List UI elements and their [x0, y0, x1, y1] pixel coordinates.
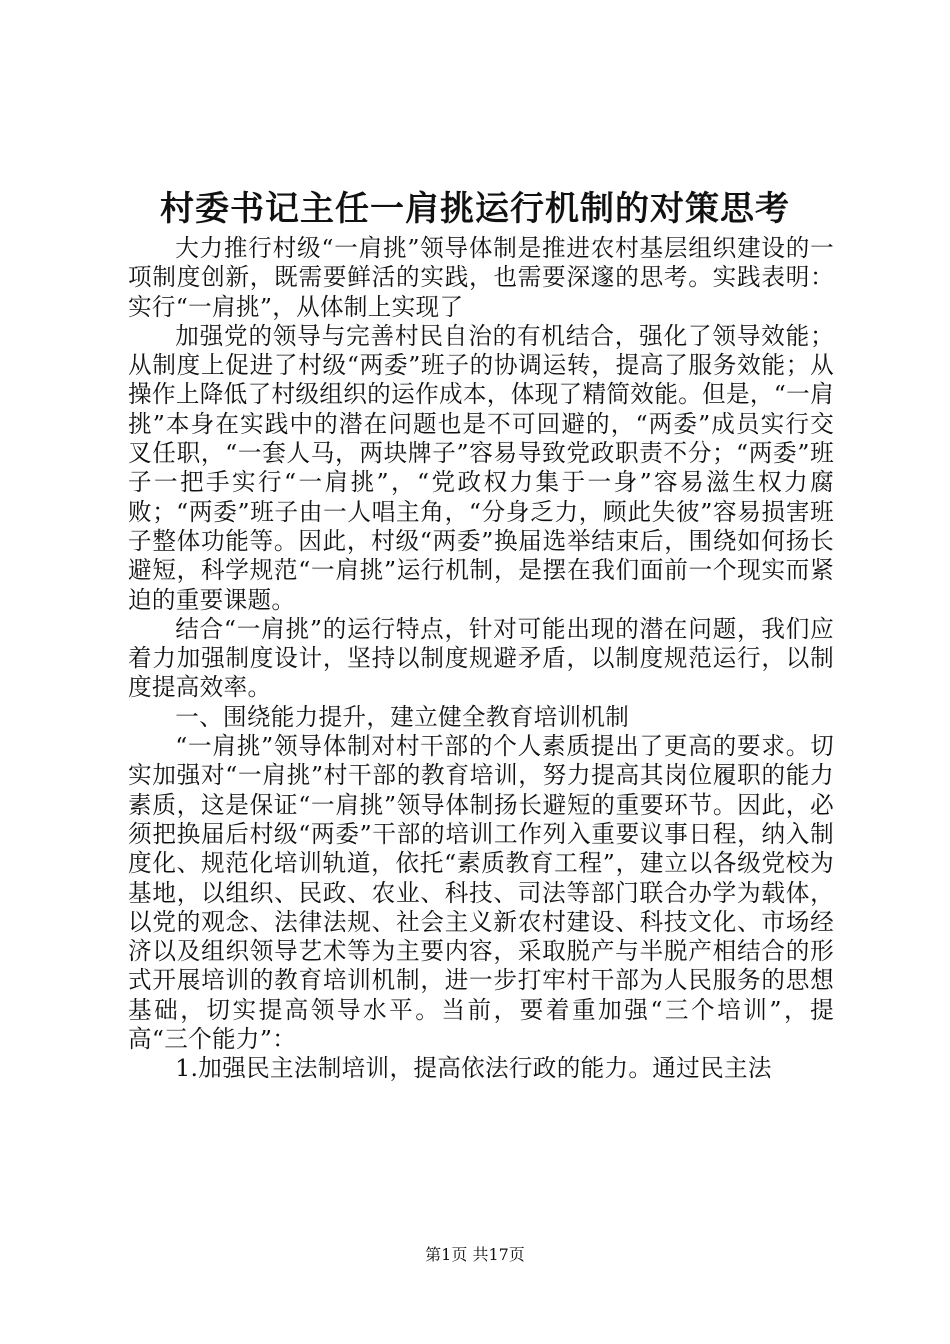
paragraph: 1.加强民主法制培训，提高依法行政的能力。通过民主法	[175, 1054, 772, 1083]
paragraph: 加强党的领导与完善村民自治的有机结合，强化了领导效能；从制度上促进了村级“两委”班子的协调运转，提高了服务效能；从操作上降低了村级组织的运作成本，体现了精简效能。但是，“一肩挑”本身在实践中的潜在问题也是不可回避的，“两委”成员实行交叉任职，“一套人马，两块牌子”容易导致党政职责不分；“两委”班子一把手实行“一肩挑”，“党政权力集于一身”容易滋生权力腐败；“两委”班子由一人唱主角，“分身乏力，顾此失彼”容易损害班子整体功能等。因此，村级“两委”换届选举结束后，围绕如何扬长避短，科学规范“一肩挑”运行机制，是摆在我们面前一个现实而紧迫的重要课题。	[128, 321, 834, 614]
paragraph: “一肩挑”领导体制对村干部的个人素质提出了更高的要求。切实加强对“一肩挑”村干部的教育培训，努力提高其岗位履职的能力素质，这是保证“一肩挑”领导体制扬长避短的重要环节。因此，必须把换届后村级“两委”干部的培训工作列入重要议事日程，纳入制度化、规范化培训轨道，依托“素质教育工程”，建立以各级党校为基地，以组织、民政、农业、科技、司法等部门联合办学为载体，以党的观念、法律法规、社会主义新农村建设、科技文化、市场经济以及组织领导艺术等为主要内容，采取脱产与半脱产相结合的形式开展培训的教育培训机制，进一步打牢村干部为人民服务的思想基础，切实提高领导水平。当前，要着重加强“三个培训”，提高“三个能力”：	[128, 732, 834, 1054]
paragraph: 结合“一肩挑”的运行特点，针对可能出现的潜在问题，我们应着力加强制度设计，坚持以制度规避矛盾，以制度规范运行，以制度提高效率。	[128, 614, 834, 702]
page-number-footer: 第1页 共17页	[425, 1245, 525, 1264]
paragraph: 大力推行村级“一肩挑”领导体制是推进农村基层组织建设的一项制度创新，既需要鲜活的实践，也需要深邃的思考。实践表明：实行“一肩挑”，从体制上实现了	[128, 234, 834, 321]
section-heading: 一、围绕能力提升，建立健全教育培训机制	[175, 702, 630, 731]
document-title: 村委书记主任一肩挑运行机制的对策思考	[160, 189, 790, 229]
document-body	[128, 234, 834, 1084]
